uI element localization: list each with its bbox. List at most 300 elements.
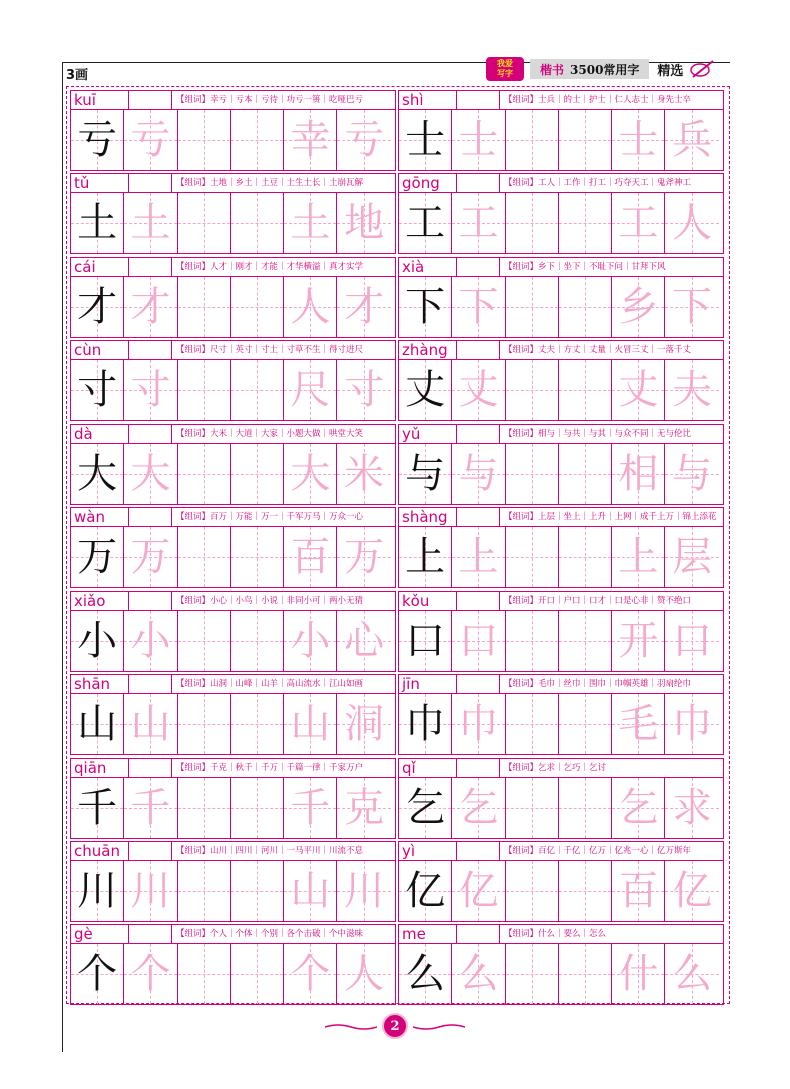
- trace-character: 个: [130, 951, 171, 998]
- trace-character: 巾: [458, 701, 499, 748]
- model-character-cell: [399, 277, 452, 337]
- trace-character: 什: [618, 951, 659, 998]
- pinyin: gōng: [398, 173, 456, 193]
- model-character: 土: [77, 200, 118, 247]
- word-group-label: 【组词】: [176, 595, 211, 606]
- model-character-cell: [399, 694, 452, 754]
- word-group: [171, 841, 396, 861]
- model-character: 亿: [405, 867, 446, 914]
- word-list: 上层｜坐上｜上升｜上网｜成千上万｜锦上添花: [538, 512, 717, 523]
- trace-character-cell: [665, 277, 718, 337]
- blank-practice-cell[interactable]: [559, 944, 612, 1004]
- blank-practice-cell[interactable]: [559, 611, 612, 671]
- blank-practice-cell[interactable]: [231, 527, 284, 587]
- pinyin-blank-box: [456, 591, 499, 611]
- blank-practice-cell[interactable]: [506, 360, 559, 420]
- trace-character-cell: [612, 360, 665, 420]
- word-group-label: 【组词】: [504, 345, 539, 356]
- pinyin: shān: [70, 674, 128, 694]
- writing-grid: [70, 778, 396, 839]
- trace-character: 万: [130, 534, 171, 581]
- word-group-label: 【组词】: [504, 428, 539, 439]
- pinyin-blank-box: [128, 924, 171, 944]
- trace-character: 亏: [344, 117, 385, 163]
- blank-practice-cell[interactable]: [178, 611, 231, 671]
- model-character: 上: [405, 534, 446, 581]
- word-group: [171, 90, 396, 110]
- blank-practice-cell[interactable]: [178, 861, 231, 921]
- pinyin-blank-box: [128, 424, 171, 444]
- trace-character: 相: [618, 450, 659, 497]
- blank-practice-cell[interactable]: [178, 444, 231, 504]
- character-entry: [70, 674, 396, 756]
- pinyin-row: [398, 674, 724, 694]
- writing-grid: [70, 444, 396, 505]
- trace-character: 寸: [344, 367, 385, 414]
- model-character-cell: [399, 778, 452, 838]
- trace-character-cell: [612, 611, 665, 671]
- trace-character-cell: [665, 694, 718, 754]
- left-ornament-icon: [325, 1023, 377, 1031]
- word-list: 工人｜工作｜打工｜巧夺天工｜鬼斧神工: [538, 178, 692, 189]
- trace-character: 亿: [672, 867, 713, 914]
- pinyin: zhàng: [398, 340, 456, 360]
- word-group-label: 【组词】: [176, 261, 211, 272]
- trace-character: 上: [618, 534, 659, 581]
- pinyin: xià: [398, 257, 456, 277]
- trace-character-cell: [337, 110, 390, 170]
- word-list: 什么｜要么｜怎么: [538, 929, 607, 940]
- writing-grid: [70, 360, 396, 421]
- trace-character-cell: [284, 778, 337, 838]
- trace-character: 亿: [458, 867, 499, 914]
- pinyin: kǒu: [398, 591, 456, 611]
- blank-practice-cell[interactable]: [231, 110, 284, 170]
- trace-character-cell: [337, 527, 390, 587]
- model-character: 个: [77, 951, 118, 998]
- pinyin-blank-box: [128, 173, 171, 193]
- trace-character-cell: [284, 611, 337, 671]
- model-character-cell: [71, 193, 124, 253]
- character-entry: [70, 90, 396, 172]
- character-entry: [70, 591, 396, 673]
- character-entry: [70, 507, 396, 589]
- pinyin-row: [398, 758, 724, 778]
- pinyin: gè: [70, 924, 128, 944]
- page-number: 2: [382, 1013, 408, 1039]
- pinyin-blank-box: [456, 424, 499, 444]
- blank-practice-cell[interactable]: [559, 277, 612, 337]
- trace-character-cell: [337, 611, 390, 671]
- trace-character-cell: [124, 694, 177, 754]
- trace-character: 丈: [618, 367, 659, 414]
- pinyin-row: [70, 507, 396, 527]
- character-entry: [70, 924, 396, 1006]
- character-entry: [398, 924, 724, 1006]
- pinyin-row: [70, 340, 396, 360]
- character-entry: [398, 257, 724, 339]
- blank-practice-cell[interactable]: [231, 944, 284, 1004]
- writing-grid: [70, 527, 396, 588]
- writing-grid: [70, 694, 396, 755]
- trace-character-cell: [124, 110, 177, 170]
- blank-practice-cell[interactable]: [231, 444, 284, 504]
- trace-character: 下: [458, 283, 499, 330]
- model-character: 千: [77, 784, 118, 831]
- trace-character-cell: [337, 861, 390, 921]
- page-footer: [355, 1012, 435, 1040]
- blank-practice-cell[interactable]: [178, 110, 231, 170]
- word-group: [171, 758, 396, 778]
- word-group-label: 【组词】: [504, 679, 539, 690]
- pinyin-blank-box: [456, 841, 499, 861]
- character-entry: [398, 173, 724, 255]
- trace-character: 与: [672, 450, 713, 497]
- blank-practice-cell[interactable]: [559, 694, 612, 754]
- blank-practice-cell[interactable]: [178, 778, 231, 838]
- trace-character: 万: [344, 534, 385, 581]
- trace-character-cell: [612, 110, 665, 170]
- book-title: 3500常用字: [570, 62, 640, 77]
- trace-character-cell: [452, 944, 505, 1004]
- trace-character: 士: [458, 117, 499, 163]
- pinyin-blank-box: [456, 758, 499, 778]
- trace-character-cell: [337, 360, 390, 420]
- trace-character-cell: [452, 611, 505, 671]
- trace-character: 口: [672, 617, 713, 664]
- trace-character: 求: [672, 784, 713, 831]
- writing-grid: [70, 611, 396, 672]
- model-character: 么: [405, 951, 446, 998]
- blank-practice-cell[interactable]: [178, 193, 231, 253]
- pinyin-row: [398, 340, 724, 360]
- trace-character-cell: [612, 944, 665, 1004]
- word-group: [499, 758, 724, 778]
- blank-practice-cell[interactable]: [178, 360, 231, 420]
- word-group: [171, 507, 396, 527]
- trace-character: 千: [130, 784, 171, 831]
- model-character: 士: [405, 117, 446, 163]
- trace-character: 大: [130, 450, 171, 497]
- character-entry: [70, 340, 396, 422]
- trace-character-cell: [284, 694, 337, 754]
- pinyin-row: [398, 591, 724, 611]
- word-group: [171, 674, 396, 694]
- trace-character-cell: [665, 527, 718, 587]
- word-group: [499, 924, 724, 944]
- writing-grid: [398, 694, 724, 755]
- trace-character: 工: [618, 200, 659, 247]
- model-character: 小: [77, 617, 118, 664]
- pinyin: cùn: [70, 340, 128, 360]
- trace-character-cell: [337, 277, 390, 337]
- pinyin-row: [70, 591, 396, 611]
- blank-practice-cell[interactable]: [559, 110, 612, 170]
- word-group-label: 【组词】: [176, 679, 211, 690]
- model-character-cell: [71, 778, 124, 838]
- word-group: [499, 674, 724, 694]
- blank-practice-cell[interactable]: [559, 193, 612, 253]
- pinyin: jīn: [398, 674, 456, 694]
- word-group: [171, 173, 396, 193]
- word-group-label: 【组词】: [176, 95, 211, 105]
- word-list: 开口｜户口｜口才｜口是心非｜赞不绝口: [538, 595, 692, 606]
- word-group-label: 【组词】: [504, 95, 539, 105]
- model-character-cell: [399, 360, 452, 420]
- trace-character: 才: [130, 283, 171, 330]
- character-entry: [70, 841, 396, 923]
- word-group: [499, 841, 724, 861]
- pinyin: qiān: [70, 758, 128, 778]
- pinyin-blank-box: [128, 758, 171, 778]
- model-character: 与: [405, 450, 446, 497]
- pinyin-blank-box: [456, 674, 499, 694]
- trace-character-cell: [284, 110, 337, 170]
- character-entry: [70, 424, 396, 506]
- trace-character: 千: [290, 784, 331, 831]
- model-character: 川: [77, 867, 118, 914]
- trace-character-cell: [337, 944, 390, 1004]
- trace-character: 夫: [672, 367, 713, 414]
- blank-practice-cell[interactable]: [178, 694, 231, 754]
- word-list: 土地｜乡土｜土豆｜土生土长｜土崩瓦解: [210, 178, 364, 189]
- blank-practice-cell[interactable]: [506, 944, 559, 1004]
- blank-practice-cell[interactable]: [231, 778, 284, 838]
- trace-character-cell: [612, 527, 665, 587]
- word-group: [171, 591, 396, 611]
- blank-practice-cell[interactable]: [506, 444, 559, 504]
- blank-practice-cell[interactable]: [506, 110, 559, 170]
- pinyin: dà: [70, 424, 128, 444]
- model-character-cell: [71, 944, 124, 1004]
- pinyin-row: [70, 90, 396, 110]
- writing-grid: [398, 277, 724, 338]
- right-ornament-icon: [413, 1023, 465, 1031]
- blank-practice-cell[interactable]: [231, 611, 284, 671]
- trace-character: 小: [130, 617, 171, 664]
- writing-grid: [398, 778, 724, 839]
- character-entry: [70, 173, 396, 255]
- model-character-cell: [399, 110, 452, 170]
- trace-character: 毛: [618, 701, 659, 748]
- model-character-cell: [71, 861, 124, 921]
- word-list: 乞求｜乞巧｜乞讨: [538, 762, 607, 773]
- trace-character-cell: [337, 694, 390, 754]
- word-list: 大米｜大道｜大家｜小题大做｜哄堂大笑: [210, 428, 364, 439]
- pinyin-row: [70, 674, 396, 694]
- pinyin-blank-box: [128, 841, 171, 861]
- writing-grid: [70, 110, 396, 171]
- trace-character-cell: [452, 861, 505, 921]
- trace-character-cell: [665, 444, 718, 504]
- pinyin-blank-box: [456, 507, 499, 527]
- right-column: [398, 90, 724, 1008]
- blank-practice-cell[interactable]: [506, 193, 559, 253]
- model-character-cell: [399, 611, 452, 671]
- model-character: 亏: [77, 117, 118, 163]
- word-group: [499, 90, 724, 110]
- model-character-cell: [399, 527, 452, 587]
- blank-practice-cell[interactable]: [506, 611, 559, 671]
- pinyin: kuī: [70, 90, 128, 110]
- word-list: 士兵｜的士｜护士｜仁人志士｜身先士卒: [538, 95, 692, 105]
- word-list: 尺寸｜英寸｜寸土｜寸草不生｜得寸进尺: [210, 345, 364, 356]
- word-group: [499, 257, 724, 277]
- model-character-cell: [399, 861, 452, 921]
- blank-practice-cell[interactable]: [231, 277, 284, 337]
- blank-practice-cell[interactable]: [559, 444, 612, 504]
- character-entry: [398, 90, 724, 172]
- pinyin-row: [70, 424, 396, 444]
- model-character: 山: [77, 701, 118, 748]
- model-character-cell: [71, 444, 124, 504]
- trace-character-cell: [284, 360, 337, 420]
- writing-grid: [398, 193, 724, 254]
- trace-character-cell: [284, 944, 337, 1004]
- blank-practice-cell[interactable]: [506, 778, 559, 838]
- word-group: [171, 924, 396, 944]
- model-character-cell: [399, 944, 452, 1004]
- blank-practice-cell[interactable]: [506, 694, 559, 754]
- blank-practice-cell[interactable]: [559, 861, 612, 921]
- trace-character: 幸: [290, 117, 331, 163]
- trace-character: 上: [458, 534, 499, 581]
- trace-character-cell: [665, 611, 718, 671]
- pinyin: chuān: [70, 841, 128, 861]
- pinyin: tǔ: [70, 173, 128, 193]
- trace-character-cell: [612, 444, 665, 504]
- trace-character: 兵: [672, 117, 713, 163]
- pinyin-blank-box: [128, 257, 171, 277]
- trace-character: 百: [290, 534, 331, 581]
- trace-character-cell: [452, 360, 505, 420]
- word-list: 百亿｜千亿｜亿万｜亿兆一心｜亿万斯年: [538, 845, 692, 856]
- trace-character-cell: [124, 778, 177, 838]
- blank-practice-cell[interactable]: [559, 360, 612, 420]
- trace-character: 工: [458, 200, 499, 247]
- model-character-cell: [71, 360, 124, 420]
- writing-grid: [70, 944, 396, 1005]
- trace-character: 口: [458, 617, 499, 664]
- blank-practice-cell[interactable]: [231, 193, 284, 253]
- trace-character: 人: [672, 200, 713, 247]
- trace-character-cell: [665, 360, 718, 420]
- word-group: [499, 507, 724, 527]
- trace-character: 才: [344, 283, 385, 330]
- badge-line-1: 我爱: [497, 59, 513, 68]
- pinyin-row: [398, 841, 724, 861]
- trace-character: 个: [290, 951, 331, 998]
- trace-character-cell: [452, 110, 505, 170]
- trace-character-cell: [284, 444, 337, 504]
- blank-practice-cell[interactable]: [559, 778, 612, 838]
- trace-character-cell: [284, 193, 337, 253]
- blank-practice-cell[interactable]: [231, 694, 284, 754]
- model-character: 巾: [405, 701, 446, 748]
- word-list: 毛巾｜丝巾｜围巾｜巾帼英雄｜羽扇纶巾: [538, 679, 692, 690]
- trace-character: 开: [618, 617, 659, 664]
- trace-character: 下: [672, 283, 713, 330]
- blank-practice-cell[interactable]: [506, 277, 559, 337]
- trace-character-cell: [337, 193, 390, 253]
- writing-grid: [398, 360, 724, 421]
- blank-practice-cell[interactable]: [506, 527, 559, 587]
- word-group-label: 【组词】: [504, 512, 539, 523]
- trace-character: 亏: [130, 117, 171, 163]
- word-group: [499, 173, 724, 193]
- model-character-cell: [71, 527, 124, 587]
- word-group-label: 【组词】: [176, 929, 211, 940]
- word-list: 相与｜与共｜与其｜与众不同｜无与伦比: [538, 428, 692, 439]
- pinyin-blank-box: [456, 340, 499, 360]
- word-group-label: 【组词】: [176, 178, 211, 189]
- trace-character: 乞: [618, 784, 659, 831]
- model-character-cell: [399, 444, 452, 504]
- writing-grid: [70, 277, 396, 338]
- stroke-count-label: 3画: [66, 68, 89, 83]
- badge-line-2: 写字: [497, 69, 513, 78]
- pinyin: yǔ: [398, 424, 456, 444]
- pinyin-row: [398, 924, 724, 944]
- word-group: [171, 257, 396, 277]
- character-entry: [398, 841, 724, 923]
- word-list: 人才｜刚才｜才能｜才华横溢｜真才实学: [210, 261, 364, 272]
- blank-practice-cell[interactable]: [231, 360, 284, 420]
- model-character: 丈: [405, 367, 446, 414]
- blank-practice-cell[interactable]: [506, 861, 559, 921]
- blank-practice-cell[interactable]: [178, 944, 231, 1004]
- word-group-label: 【组词】: [176, 762, 211, 773]
- trace-character-cell: [612, 861, 665, 921]
- word-group-label: 【组词】: [504, 762, 539, 773]
- trace-character-cell: [612, 694, 665, 754]
- pinyin-blank-box: [128, 340, 171, 360]
- word-group-label: 【组词】: [176, 512, 211, 523]
- trace-character-cell: [665, 778, 718, 838]
- word-group-label: 【组词】: [504, 845, 539, 856]
- character-entry: [398, 340, 724, 422]
- word-group-label: 【组词】: [504, 929, 539, 940]
- trace-character-cell: [124, 444, 177, 504]
- pinyin: shàng: [398, 507, 456, 527]
- blank-practice-cell[interactable]: [559, 527, 612, 587]
- pinyin-row: [70, 924, 396, 944]
- trace-character-cell: [284, 861, 337, 921]
- character-entry: [70, 257, 396, 339]
- trace-character: 士: [618, 117, 659, 163]
- character-entry: [70, 758, 396, 840]
- word-list: 幸亏｜亏本｜亏待｜功亏一篑｜吃哑巴亏: [210, 95, 364, 105]
- pinyin-blank-box: [128, 591, 171, 611]
- writing-grid: [70, 193, 396, 254]
- word-list: 丈夫｜方丈｜丈量｜火冒三丈｜一落千丈: [538, 345, 692, 356]
- model-character-cell: [71, 110, 124, 170]
- trace-character: 山: [130, 701, 171, 748]
- pinyin-blank-box: [456, 90, 499, 110]
- trace-character-cell: [124, 611, 177, 671]
- word-group-label: 【组词】: [176, 428, 211, 439]
- blank-practice-cell[interactable]: [231, 861, 284, 921]
- trace-character: 乞: [458, 784, 499, 831]
- trace-character: 克: [344, 784, 385, 831]
- blank-practice-cell[interactable]: [178, 277, 231, 337]
- trace-character: 山: [290, 701, 331, 748]
- series-badge: [486, 57, 524, 81]
- trace-character: 人: [344, 951, 385, 998]
- blank-practice-cell[interactable]: [178, 527, 231, 587]
- pinyin-blank-box: [456, 257, 499, 277]
- word-list: 千克｜秋千｜千万｜千篇一律｜千家万户: [210, 762, 364, 773]
